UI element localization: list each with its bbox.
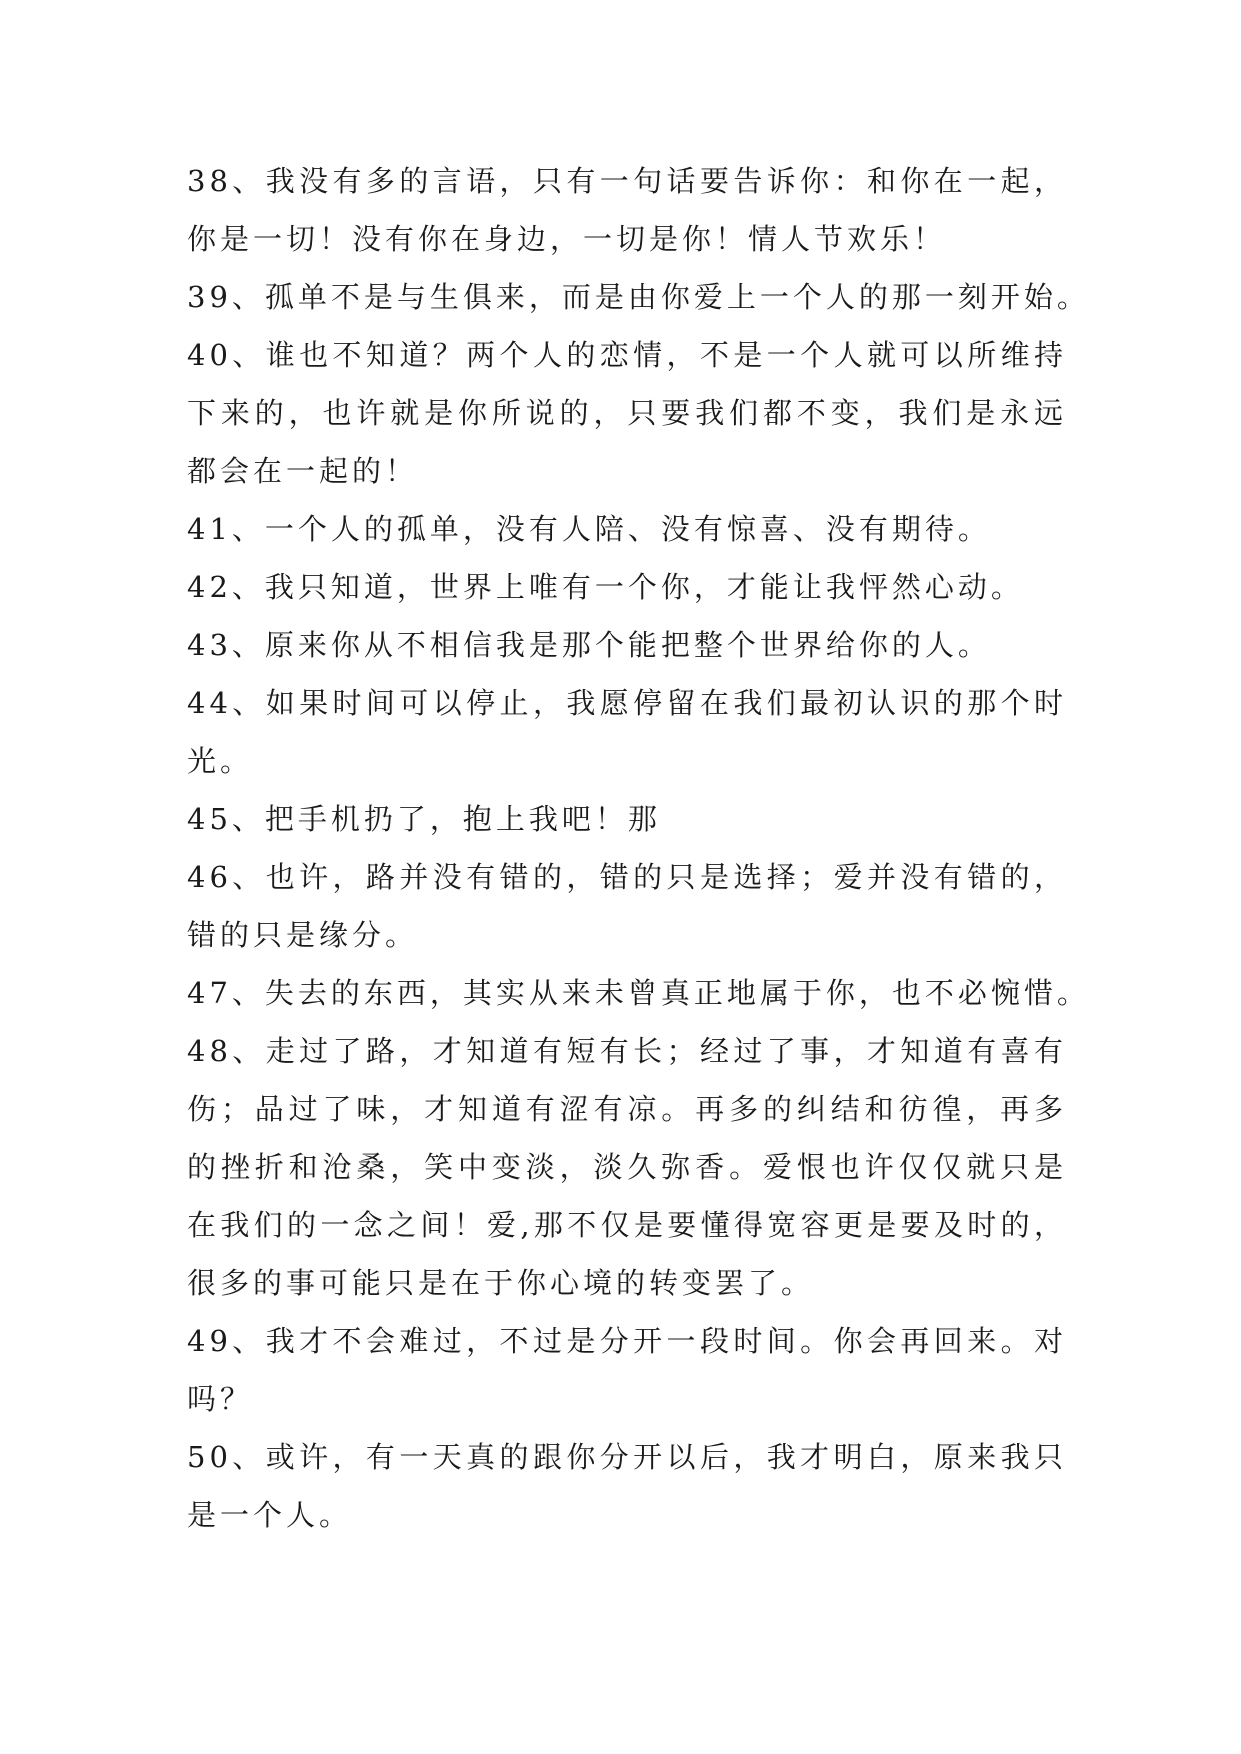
- text-line: 很多的事可能只是在于你心境的转变罢了。: [187, 1266, 815, 1300]
- text-line: 吗？: [187, 1382, 254, 1416]
- text-line: 40、谁也不知道？两个人的恋情，不是一个人就可以所维持: [187, 338, 1067, 372]
- text-line: 44、如果时间可以停止，我愿停留在我们最初认识的那个时: [187, 686, 1067, 720]
- text-line: 错的只是缘分。: [187, 918, 419, 952]
- text-line: 你是一切！没有你在身边，一切是你！情人节欢乐！: [187, 222, 947, 256]
- text-line: 38、我没有多的言语，只有一句话要告诉你：和你在一起，: [187, 164, 1067, 198]
- text-line: 光。: [187, 744, 254, 778]
- text-line: 是一个人。: [187, 1498, 353, 1532]
- text-line: 43、原来你从不相信我是那个能把整个世界给你的人。: [187, 628, 991, 662]
- text-line: 的挫折和沧桑，笑中变淡，淡久弥香。爱恨也许仅仅就只是: [187, 1150, 1067, 1184]
- document-page: [187, 152, 1090, 1544]
- text-line: 42、我只知道，世界上唯有一个你，才能让我怦然心动。: [187, 570, 1024, 604]
- text-line: 45、把手机扔了，抱上我吧！那: [187, 802, 661, 836]
- text-line: 在我们的一念之间！爱,那不仅是要懂得宽容更是要及时的，: [187, 1208, 1067, 1242]
- text-line: 47、失去的东西，其实从来未曾真正地属于你，也不必惋惜。: [187, 976, 1090, 1010]
- text-line: 下来的，也许就是你所说的，只要我们都不变，我们是永远: [187, 396, 1067, 430]
- text-line: 48、走过了路，才知道有短有长；经过了事，才知道有喜有: [187, 1034, 1067, 1068]
- text-line: 39、孤单不是与生俱来，而是由你爱上一个人的那一刻开始。: [187, 280, 1090, 314]
- text-line: 46、也许，路并没有错的，错的只是选择；爱并没有错的，: [187, 860, 1067, 894]
- text-line: 49、我才不会难过，不过是分开一段时间。你会再回来。对: [187, 1324, 1067, 1358]
- text-line: 伤；品过了味，才知道有涩有凉。再多的纠结和彷徨，再多: [187, 1092, 1067, 1126]
- text-line: 都会在一起的！: [187, 454, 419, 488]
- text-line: 41、一个人的孤单，没有人陪、没有惊喜、没有期待。: [187, 512, 991, 546]
- text-line: 50、或许，有一天真的跟你分开以后，我才明白，原来我只: [187, 1440, 1067, 1474]
